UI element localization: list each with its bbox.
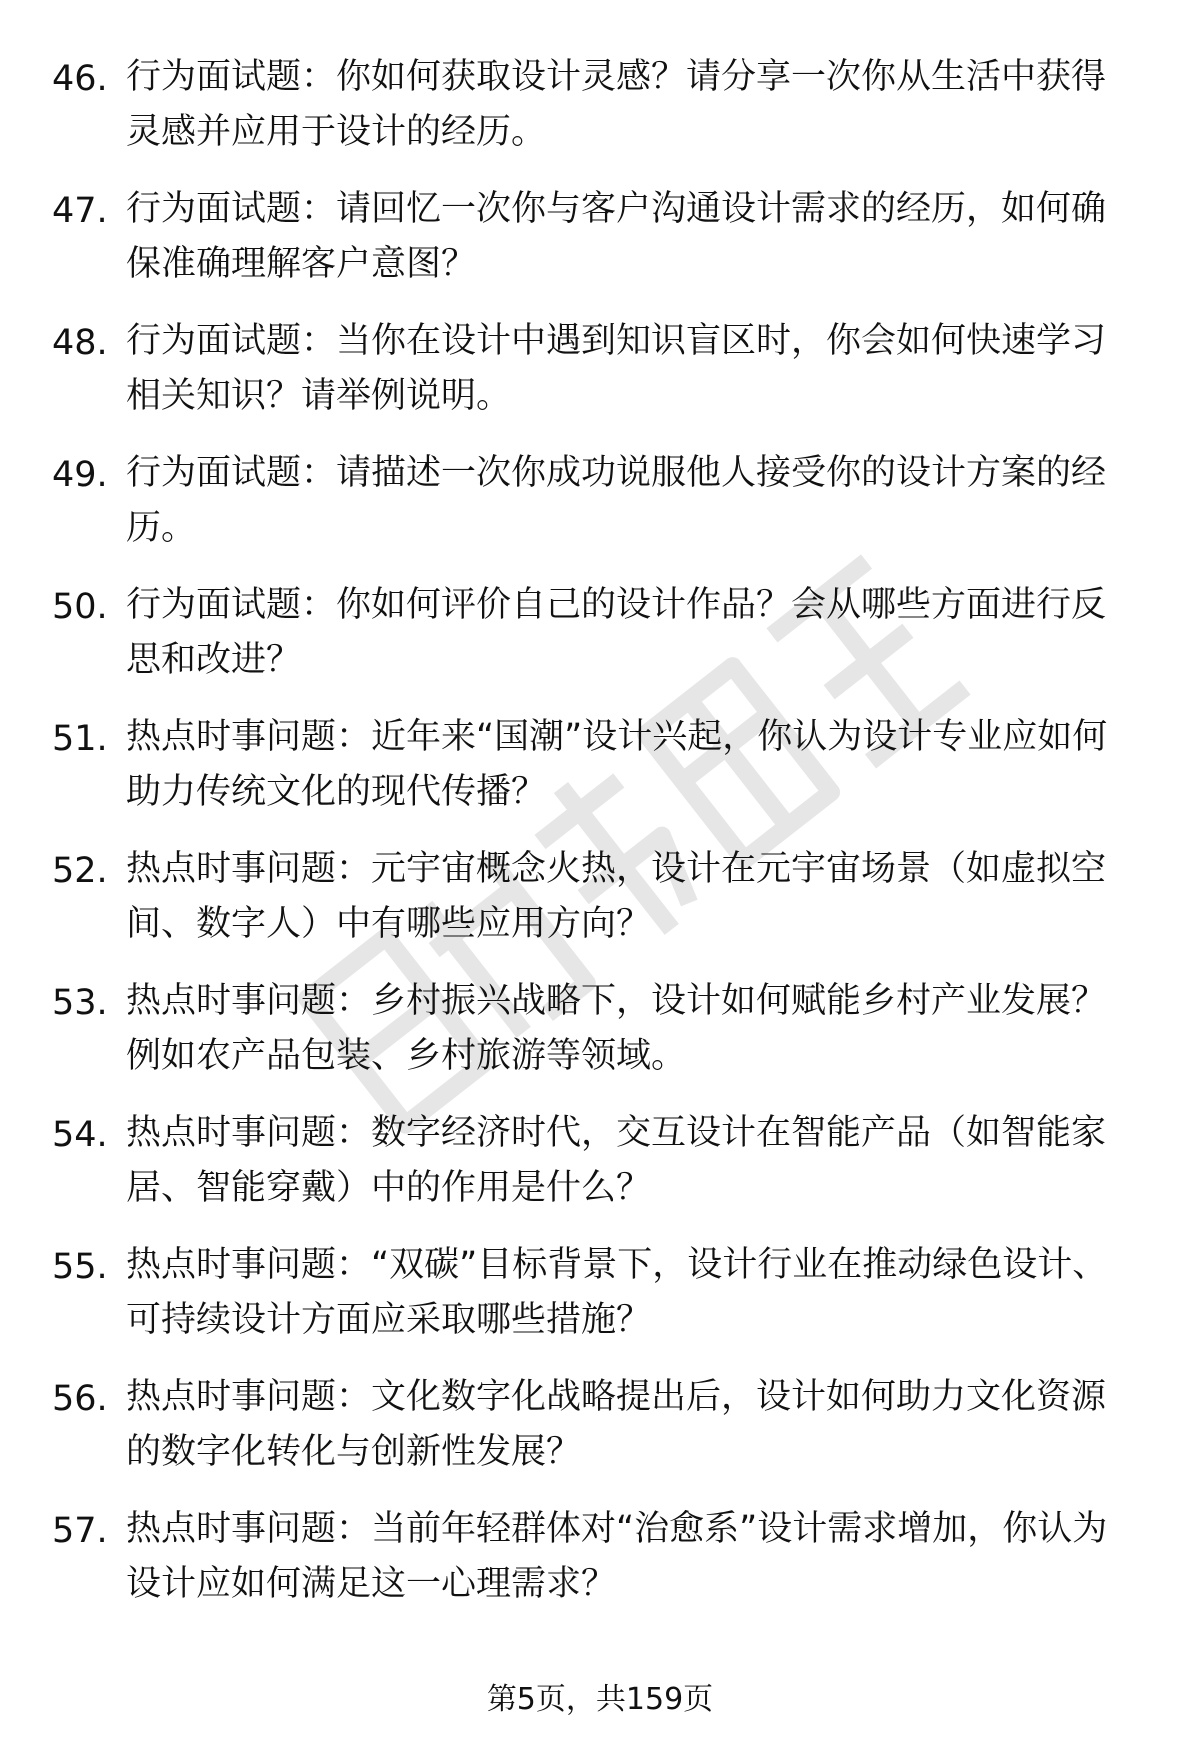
question-text: 热点时事问题：当前年轻群体对“治愈系”设计需求增加，你认为设计应如何满足这一心理需求？ [126,1509,1108,1604]
list-item [52,714,1162,846]
question-number: 47. [52,191,108,231]
question-number: 53. [52,983,108,1023]
list-item [52,1374,1162,1506]
question-number: 49. [52,455,108,495]
question-text: 行为面试题：当你在设计中遇到知识盲区时，你会如何快速学习相关知识？请举例说明。 [126,321,1107,416]
list-item [52,978,1162,1110]
list-item [52,54,1162,186]
question-number: 57. [52,1511,108,1551]
question-text: 行为面试题：你如何评价自己的设计作品？会从哪些方面进行反思和改进？ [126,585,1107,680]
question-text: 热点时事问题：近年来“国潮”设计兴起，你认为设计专业应如何助力传统文化的现代传播？ [126,717,1108,812]
question-number: 46. [52,59,108,99]
question-text: 热点时事问题：文化数字化战略提出后，设计如何助力文化资源的数字化转化与创新性发展？ [126,1377,1107,1472]
question-number: 50. [52,587,108,627]
list-item [52,1242,1162,1374]
question-list [52,54,1162,1638]
question-text: 行为面试题：你如何获取设计灵感？请分享一次你从生活中获得灵感并应用于设计的经历。 [126,57,1107,152]
question-number: 54. [52,1115,108,1155]
question-text: 行为面试题：请回忆一次你与客户沟通设计需求的经历，如何确保准确理解客户意图？ [126,189,1107,284]
list-item [52,846,1162,978]
question-text: 行为面试题：请描述一次你成功说服他人接受你的设计方案的经历。 [126,453,1107,548]
list-item [52,1506,1162,1638]
question-number: 51. [52,719,108,759]
question-text: 热点时事问题：元宇宙概念火热，设计在元宇宙场景（如虚拟空间、数字人）中有哪些应用方向？ [126,849,1107,944]
question-number: 52. [52,851,108,891]
list-item [52,318,1162,450]
list-item [52,186,1162,318]
page-number-footer: 第5页，共159页 [486,1682,714,1717]
list-item [52,450,1162,582]
question-number: 48. [52,323,108,363]
question-number: 56. [52,1379,108,1419]
question-text: 热点时事问题：数字经济时代，交互设计在智能产品（如智能家居、智能穿戴）中的作用是什么？ [126,1113,1107,1208]
question-text: 热点时事问题：乡村振兴战略下，设计如何赋能乡村产业发展？例如农产品包装、乡村旅游等领域。 [126,981,1107,1076]
question-number: 55. [52,1247,108,1287]
question-text: 热点时事问题：“双碳”目标背景下，设计行业在推动绿色设计、可持续设计方面应采取哪些措施？ [126,1245,1108,1340]
list-item [52,582,1162,714]
list-item [52,1110,1162,1242]
